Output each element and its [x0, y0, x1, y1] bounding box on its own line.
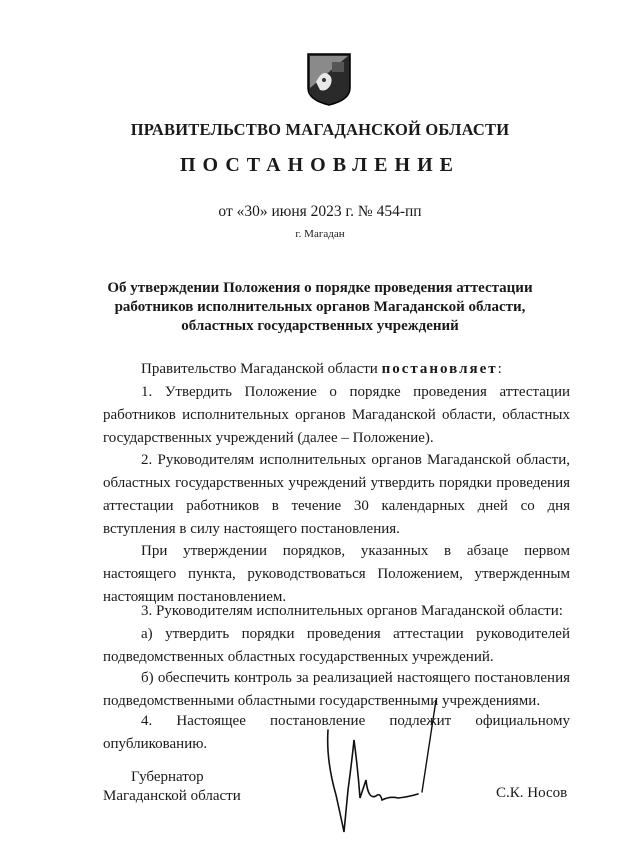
decree-word: постановляет [381, 361, 498, 377]
document-type: ПОСТАНОВЛЕНИЕ [180, 154, 460, 176]
paragraph-1: 1. Утвердить Положение о порядке проведения аттестации работников исполнительных органов Магаданской области, областных государственных учреждений (далее – Положение). [103, 384, 570, 446]
paragraph-4: 4. Настоящее постановление подлежит официальному опубликованию. [103, 713, 570, 752]
signatory-title [103, 768, 241, 806]
intro-suffix: : [497, 361, 502, 377]
subject-line: областных государственных учреждений [181, 318, 459, 334]
document-date-number: от «30» июня 2023 г. № 454-пп [218, 203, 422, 220]
paragraph-2: 2. Руководителям исполнительных органов Магаданской области, областных государственных учреждений утвердить порядки проведения аттестации работников в течение 30 календарных дней со дня вступления в силу настоящего постановления. [103, 452, 570, 537]
subject-line: работников исполнительных органов Магаданской области, [114, 299, 526, 315]
paragraph-3: 3. Руководителям исполнительных органов Магаданской области: [141, 603, 563, 619]
document-subject [80, 279, 560, 336]
signatory-title-line: Магаданской области [103, 788, 241, 804]
subject-line: Об утверждении Положения о порядке проведения аттестации [107, 280, 533, 296]
signatory-name: С.К. Носов [496, 785, 568, 801]
coat-of-arms-icon [306, 52, 352, 106]
intro-prefix: Правительство Магаданской области [141, 361, 382, 377]
handwritten-signature [318, 700, 448, 840]
government-title: ПРАВИТЕЛЬСТВО МАГАДАНСКОЙ ОБЛАСТИ [130, 120, 510, 139]
paragraph-2b: При утверждении порядков, указанных в абзаце первом настоящего пункта, руководствоваться Положением, утвержденным настоящим постановлением. [103, 543, 570, 605]
signatory-title-line: Губернатор [131, 769, 204, 785]
intro-paragraph [103, 358, 570, 381]
document-city: г. Магадан [295, 228, 345, 240]
paragraph-3a: а) утвердить порядки проведения аттестации руководителей подведомственных областных государственных учреждений. [103, 626, 570, 665]
paragraph-3b: б) обеспечить контроль за реализацией настоящего постановления подведомственными областными государственными учреждениями. [103, 670, 570, 709]
